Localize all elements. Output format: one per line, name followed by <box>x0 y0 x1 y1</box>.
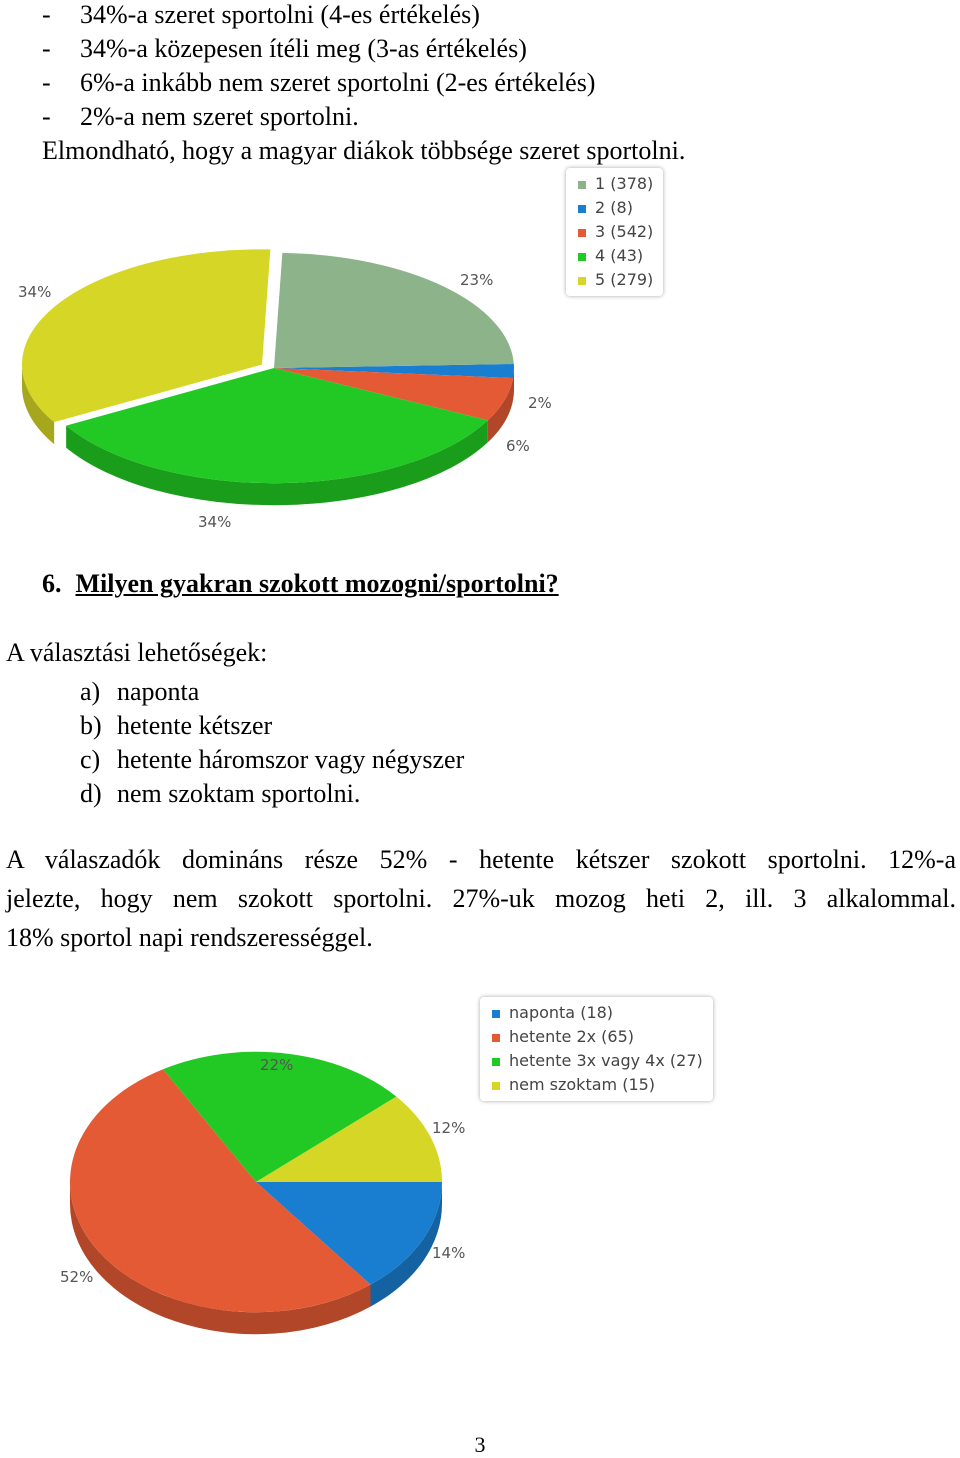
option-text: nem szoktam sportolni. <box>117 779 361 808</box>
paragraph-line: A válaszadók domináns része 52% - hetente kétszer szokott sportolni. 12%-a <box>6 845 956 874</box>
legend-swatch <box>492 1010 500 1018</box>
legend-label: nem szoktam (15) <box>509 1075 656 1094</box>
list-dash: - <box>42 0 51 29</box>
legend-label: 1 (378) <box>595 174 654 193</box>
legend-swatch <box>492 1034 500 1042</box>
legend-item <box>578 196 653 220</box>
legend-label: naponta (18) <box>509 1003 614 1022</box>
legend-item <box>492 1025 703 1049</box>
legend-item <box>578 172 653 196</box>
legend-item <box>492 1001 703 1025</box>
page-number: 3 <box>474 1432 486 1457</box>
data-label: 22% <box>260 1056 294 1074</box>
legend-swatch <box>578 229 586 237</box>
option-text: hetente kétszer <box>117 711 273 740</box>
legend-label: 2 (8) <box>595 198 633 217</box>
pie-chart-sport-frequency <box>40 1040 500 1340</box>
data-label: 34% <box>18 283 52 301</box>
data-label: 23% <box>460 271 494 289</box>
chart-legend <box>566 168 663 296</box>
legend-swatch <box>492 1058 500 1066</box>
data-label: 2% <box>528 394 552 412</box>
list-dash: - <box>42 34 51 63</box>
legend-swatch <box>578 277 586 285</box>
option-item <box>80 745 464 775</box>
option-item <box>80 711 272 741</box>
question-text: Milyen gyakran szokott mozogni/sportolni? <box>75 569 559 598</box>
list-text: 2%-a nem szeret sportolni. <box>80 102 359 131</box>
list-text: 6%-a inkább nem szeret sportolni (2-es értékelés) <box>80 68 596 97</box>
list-text: 34%-a szeret sportolni (4-es értékelés) <box>80 0 480 29</box>
option-item <box>80 677 199 707</box>
legend-label: 5 (279) <box>595 270 654 289</box>
chart-legend <box>480 997 713 1101</box>
legend-item <box>578 268 653 292</box>
paragraph-line: 18% sportol napi rendszerességgel. <box>6 923 373 952</box>
option-text: hetente háromszor vagy négyszer <box>117 745 465 774</box>
legend-item <box>578 244 653 268</box>
data-label: 34% <box>198 513 232 531</box>
legend-swatch <box>492 1082 500 1090</box>
option-label: c) <box>80 745 101 774</box>
legend-label: hetente 3x vagy 4x (27) <box>509 1051 703 1070</box>
legend-swatch <box>578 205 586 213</box>
question-number: 6. <box>42 569 62 598</box>
pie-chart-sport-rating <box>0 240 560 540</box>
data-label: 12% <box>432 1119 466 1137</box>
legend-swatch <box>578 181 586 189</box>
option-label: b) <box>80 711 102 740</box>
list-text: 34%-a közepesen ítéli meg (3-as értékelés) <box>80 34 527 63</box>
legend-label: hetente 2x (65) <box>509 1027 635 1046</box>
legend-swatch <box>578 253 586 261</box>
list-dash: - <box>42 68 51 97</box>
option-item <box>80 779 360 809</box>
data-label: 52% <box>60 1268 94 1286</box>
data-label: 6% <box>506 437 530 455</box>
conclusion-text: Elmondható, hogy a magyar diákok többsége szeret sportolni. <box>42 136 686 165</box>
legend-item <box>492 1049 703 1073</box>
legend-label: 3 (542) <box>595 222 654 241</box>
question-heading <box>42 568 559 600</box>
option-label: d) <box>80 779 102 808</box>
legend-item <box>492 1073 703 1097</box>
option-text: naponta <box>117 677 200 706</box>
list-dash: - <box>42 102 51 131</box>
paragraph-line: jelezte, hogy nem szokott sportolni. 27%-uk mozog heti 2, ill. 3 alkalommal. <box>6 884 956 913</box>
options-intro: A választási lehetőségek: <box>6 638 268 667</box>
data-label: 14% <box>432 1244 466 1262</box>
legend-label: 4 (43) <box>595 246 644 265</box>
option-label: a) <box>80 677 101 706</box>
legend-item <box>578 220 653 244</box>
